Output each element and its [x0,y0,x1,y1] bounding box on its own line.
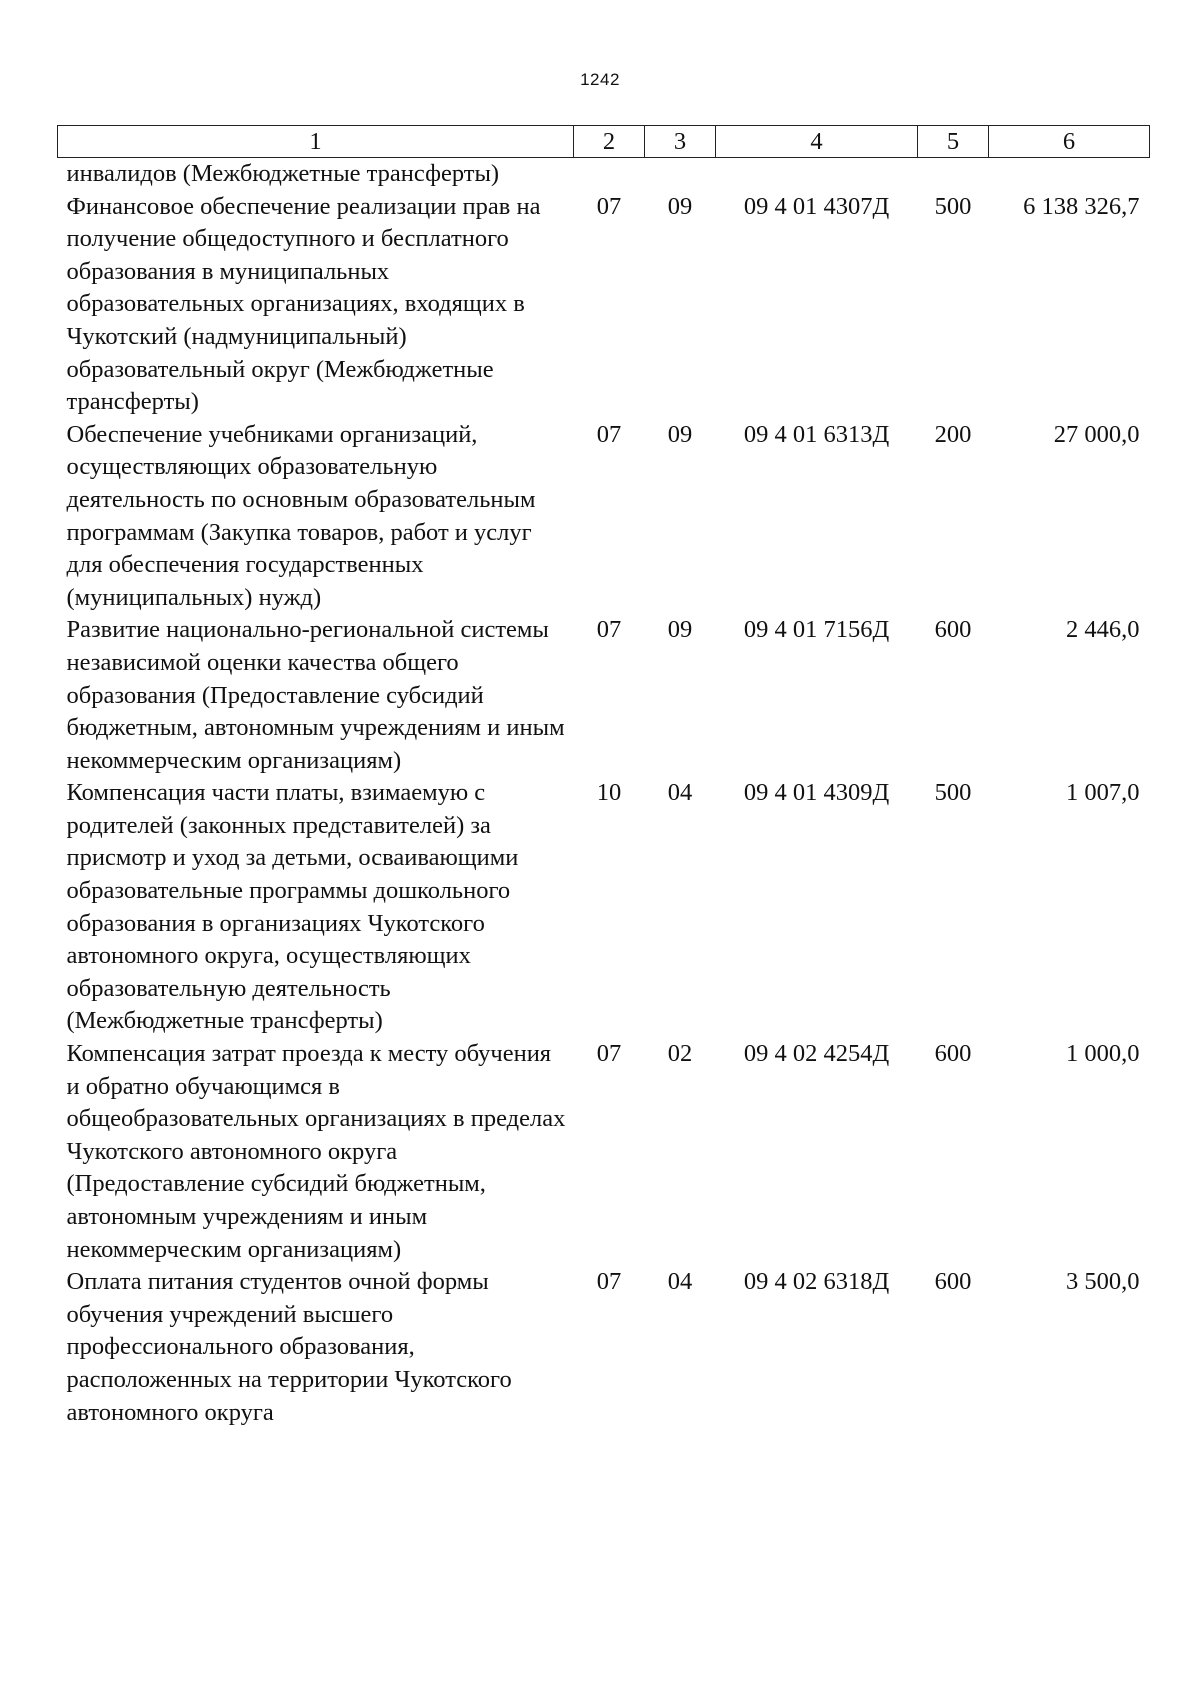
header-col-1: 1 [58,126,574,158]
row-target-code: 09 4 01 7156Д [743,616,890,644]
row-name: Финансовое обеспечение реализации прав на получение общедоступного и бесплатного образования в муниципальных образовательных организациях, входящих в Чукотский (надмуниципальный) образовательный округ (Межбюджетные трансферты) [66,192,541,416]
row-subsection: 02 [667,1040,693,1068]
row-amount: 27 000,0 [1053,420,1140,448]
row-section: 10 [596,779,622,807]
table-row [58,158,1150,191]
budget-table [57,125,1150,1429]
row-section [574,158,645,191]
row-amount [989,158,1150,191]
row-name: Оплата питания студентов очной формы обучения учреждений высшего профессионального образования, расположенных на территории Чукотского автономного округа [66,1268,512,1426]
row-amount: 1 000,0 [1066,1040,1140,1068]
row-section: 07 [596,1268,622,1296]
row-amount: 2 446,0 [1066,616,1140,644]
row-expense-type: 600 [934,616,972,644]
row-subsection: 04 [667,1268,693,1296]
row-section: 07 [596,1040,622,1068]
row-target-code: 09 4 02 4254Д [743,1040,890,1068]
header-col-5: 5 [918,126,989,158]
row-expense-type: 600 [934,1040,972,1068]
header-col-4: 4 [716,126,918,158]
row-subsection: 09 [667,616,693,644]
row-target-code: 09 4 01 4309Д [743,779,890,807]
row-expense-type: 600 [934,1268,972,1296]
row-subsection: 09 [667,420,693,448]
table-row [58,777,1150,1038]
row-subsection: 09 [667,192,693,220]
row-target-code [716,158,918,191]
header-col-3: 3 [645,126,716,158]
row-section: 07 [596,616,622,644]
row-name: Компенсация части платы, взимаемую с родителей (законных представителей) за присмотр и уход за детьми, осваивающими образовательные программы дошкольного образования в организациях Чукотского автономного округа, осуществляющих образовательную деятельность (Межбюджетные трансферты) [66,779,519,1035]
header-col-6: 6 [989,126,1150,158]
row-amount: 1 007,0 [1066,779,1140,807]
table-header-row [58,126,1150,158]
table-row [58,419,1150,615]
row-expense-type [918,158,989,191]
row-name: инвалидов (Межбюджетные трансферты) [66,160,500,187]
row-amount: 6 138 326,7 [1023,192,1140,220]
row-target-code: 09 4 01 4307Д [743,192,890,220]
table-row [58,1266,1150,1429]
row-name: Развитие национально-региональной системы независимой оценки качества общего образования (Предоставление субсидий бюджетным, автономным учреждениям и иным некоммерческим организациям) [66,616,565,774]
row-amount: 3 500,0 [1066,1268,1140,1296]
row-section: 07 [596,192,622,220]
row-section: 07 [596,420,622,448]
row-name: Компенсация затрат проезда к месту обучения и обратно обучающимся в общеобразовательных организациях в пределах Чукотского автономного округа (Предоставление субсидий бюджетным, автономным учреждениям и иным некоммерческим организациям) [66,1040,566,1263]
row-target-code: 09 4 02 6318Д [743,1268,890,1296]
row-subsection: 04 [667,779,693,807]
row-expense-type: 200 [934,420,972,448]
table-row [58,1038,1150,1266]
row-subsection [645,158,716,191]
row-expense-type: 500 [934,192,972,220]
row-name: Обеспечение учебниками организаций, осуществляющих образовательную деятельность по основным образовательным программам (Закупка товаров, работ и услуг для обеспечения государственных (муниципальных) нужд) [66,420,536,611]
page-number: 1242 [580,70,620,89]
header-col-2: 2 [574,126,645,158]
row-expense-type: 500 [934,779,972,807]
table-row [58,191,1150,419]
table-row [58,614,1150,777]
row-target-code: 09 4 01 6313Д [743,420,890,448]
